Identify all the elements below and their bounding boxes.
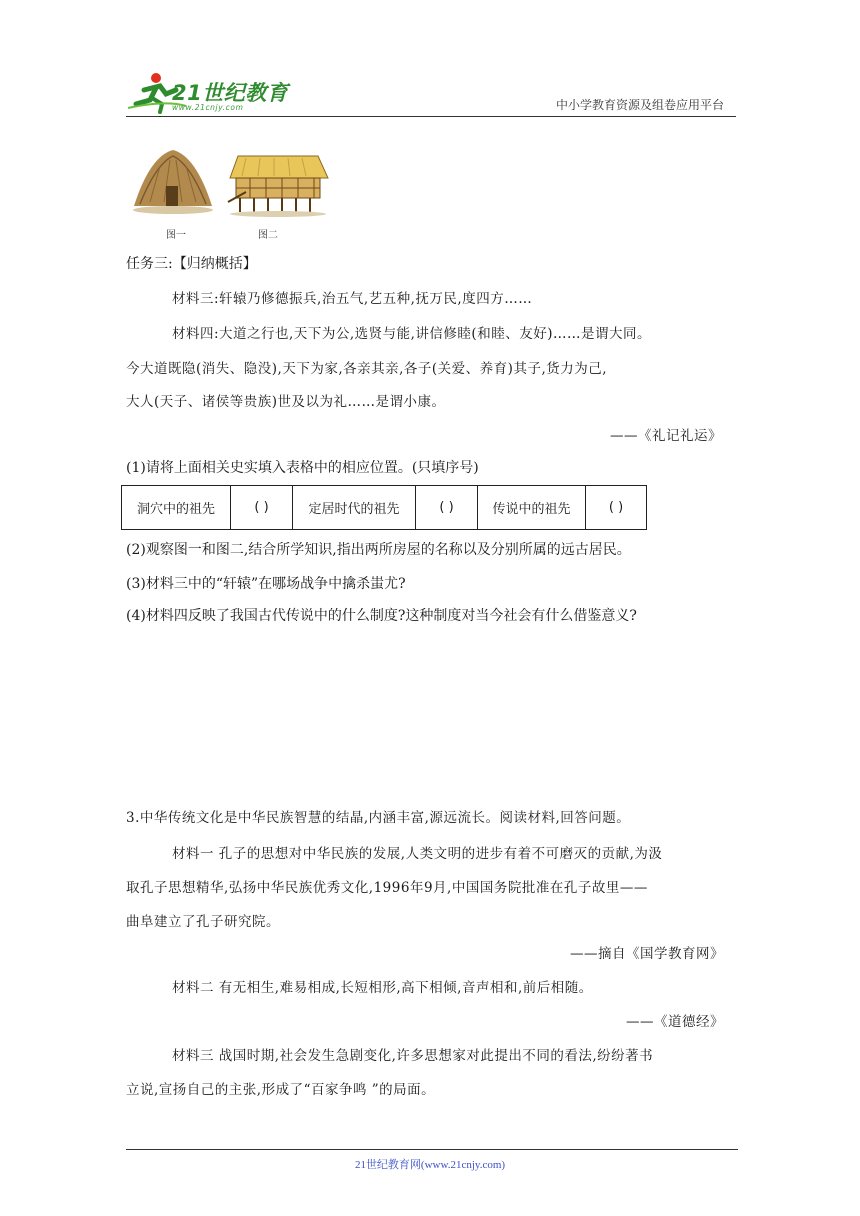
header-tagline: 中小学教育资源及组卷应用平台: [555, 98, 724, 112]
material-4-source: ——《礼记礼运》: [610, 428, 722, 444]
question-3: (3)材料三中的“轩辕”在哪场战争中擒杀蚩尤?: [126, 576, 406, 592]
figure-2-stilt-house-image: [226, 152, 330, 218]
s3-material-1-line-1: 材料一 孔子的思想对中华民族的发展,人类文明的进步有着不可磨灭的贡献,为汲: [172, 846, 663, 862]
table-cell-cave-ancestors: 洞穴中的祖先: [122, 486, 231, 530]
s3-material-3-line-1: 材料三 战国时期,社会发生急剧变化,许多思想家对此提出不同的看法,纷纷著书: [172, 1048, 654, 1064]
logo-text: 21世纪教育: [172, 81, 289, 105]
s3-material-1-source: ——摘自《国学教育网》: [570, 946, 724, 962]
logo-url: www.21cnjy.com: [172, 103, 244, 112]
table-cell-blank-1[interactable]: ( ): [231, 486, 293, 530]
question-4: (4)材料四反映了我国古代传说中的什么制度?这种制度对当今社会有什么借鉴意义?: [126, 608, 637, 624]
footer-link[interactable]: 21世纪教育网(www.21cnjy.com): [354, 1159, 506, 1171]
s3-material-2: 材料二 有无相生,难易相成,长短相形,高下相倾,音声相和,前后相随。: [172, 980, 593, 996]
table-cell-blank-2[interactable]: ( ): [416, 486, 478, 530]
s3-material-1-line-2: 取孔子思想精华,弘扬中华民族优秀文化,1996年9月,中国国务院批准在孔子故里——: [126, 880, 648, 896]
s3-material-3-line-2: 立说,宣扬自己的主张,形成了“百家争鸣 ”的局面。: [126, 1082, 436, 1098]
task3-title: 任务三:【归纳概括】: [126, 256, 257, 272]
material-4-line-3: 大人(天子、诸侯等贵族)世及以为礼……是谓小康。: [126, 394, 446, 410]
s3-material-1-line-3: 曲阜建立了孔子研究院。: [126, 914, 280, 930]
table-cell-settled-ancestors: 定居时代的祖先: [293, 486, 416, 530]
material-4-line-2: 今大道既隐(消失、隐没),天下为家,各亲其亲,各子(关爱、养育)其子,货力为己,: [126, 361, 608, 377]
material-4-line-1: 材料四:大道之行也,天下为公,选贤与能,讲信修睦(和睦、友好)……是谓大同。: [172, 326, 651, 342]
s3-material-2-source: ——《道德经》: [626, 1014, 724, 1030]
header-divider: [126, 116, 736, 117]
footer-divider: [126, 1149, 738, 1150]
section-3-intro: 3.中华传统文化是中华民族智慧的结晶,内涵丰富,源远流长。阅读材料,回答问题。: [126, 810, 631, 826]
question-1: (1)请将上面相关史实填入表格中的相应位置。(只填序号): [126, 460, 479, 476]
table-row: [122, 486, 647, 530]
answer-table: [121, 485, 647, 530]
material-3: 材料三:轩辕乃修德振兵,治五气,艺五种,抚万民,度四方……: [172, 291, 533, 307]
table-cell-blank-3[interactable]: ( ): [586, 486, 647, 530]
figure-1-caption: 图一: [166, 230, 186, 241]
figure-1-hut-image: [130, 146, 216, 216]
figure-2-caption: 图二: [258, 230, 278, 241]
table-cell-legend-ancestors: 传说中的祖先: [478, 486, 586, 530]
question-2: (2)观察图一和图二,结合所学知识,指出两所房屋的名称以及分别所属的远古居民。: [126, 542, 631, 558]
